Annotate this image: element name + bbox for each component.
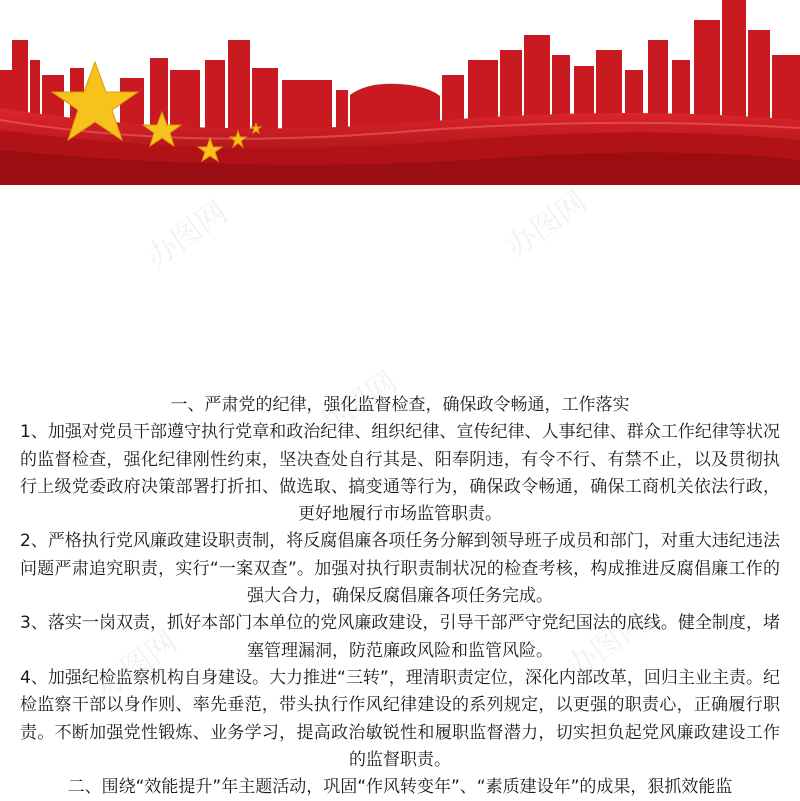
watermark: 办图网 [310, 364, 404, 446]
document-body [20, 392, 780, 801]
watermark: 办图网 [560, 604, 654, 686]
paragraph: 4、加强纪检监察机构自身建设。大力推进“三转”，理清职责定位，深化内部改革，回归主业主责。纪检监察干部以身作则、率先垂范，带头执行作风纪律建设的系列规定，以更强的职责心，正确履行职责。不断加强党性锻炼、业务学习，提高政治敏锐性和履职监督潜力，切实担负起党风廉政建设工作的监督职责。 [20, 667, 780, 770]
watermark: 办图网 [500, 184, 594, 266]
section-heading: 一、严肃党的纪律，强化监督检查，确保政令畅通，工作落实 [170, 395, 630, 415]
watermark: 办图网 [90, 624, 184, 706]
section-heading: 二、围绕“效能提升”年主题活动，巩固“作风转变年”、“素质建设年”的成果，狠抓效能监 [67, 777, 733, 798]
header-banner [0, 0, 800, 185]
paragraph: 1、加强对党员干部遵守执行党章和政治纪律、组织纪律、宣传纪律、人事纪律、群众工作纪律等状况的监督检查，强化纪律刚性约束，坚决查处自行其是、阳奉阴违，有令不行、有禁不止，以及贯彻执行上级党委政府决策部署打折扣、做选取、搞变通等行为，确保政令畅通，确保工商机关依法行政，更好地履行市场监管职责。 [20, 422, 780, 525]
paragraph: 3、落实一岗双责，抓好本部门本单位的党风廉政建设，引导干部严守党纪国法的底线。健全制度，堵塞管理漏洞，防范廉政风险和监管风险。 [20, 613, 780, 661]
paragraph: 2、严格执行党风廉政建设职责制，将反腐倡廉各项任务分解到领导班子成员和部门，对重大违纪违法问题严肃追究职责，实行“一案双查”。加强对执行职责制状况的检查考核，构成推进反腐倡廉工作的强大合力，确保反腐倡廉各项任务完成。 [20, 531, 780, 607]
watermark: 办图网 [140, 194, 234, 276]
